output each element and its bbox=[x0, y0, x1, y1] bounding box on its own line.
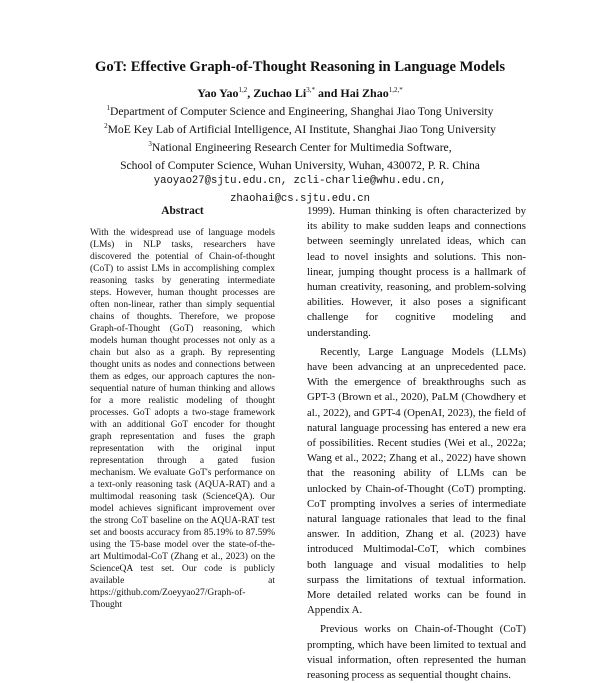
author-name: Hai Zhao bbox=[340, 86, 389, 100]
abstract-text: With the widespread use of language models (LMs) in NLP tasks, researchers have discovered the potential of Chain-of-thought (CoT) to assist LMs in accomplishing complex reasoning tasks by generating intermediate steps. However, human thought processes are often non-linear, rather than simply sequential chains of thoughts. Therefore, we propose Graph-of-Thought (GoT) reasoning, which models human thought processes not only as a chain but also as a graph. By representing thought units as nodes and connections between them as edges, our approach captures the non-sequential nature of human thinking and allows for a more realistic modeling of thought processes. GoT adopts a two-stage framework with an additional GoT encoder for thought graph representation and fuses the graph representation with the original input representation through a gated fusion mechanism. We evaluate GoT's performance on a text-only reasoning task (AQUA-RAT) and a multimodal reasoning task (ScienceQA). Our model achieves significant improvement over the strong CoT baseline on the AQUA-RAT test set and boosts accuracy from 85.19% to 87.59% using the T5-base model over the state-of-the-art Multimodal-CoT (Zhang et al., 2023) on the ScienceQA test set. Our code is publicly available at https://github.com/Zoeyyao27/Graph-of-Thought bbox=[90, 228, 275, 610]
abstract-column bbox=[90, 205, 275, 611]
author-affiliation-mark: 1,2,* bbox=[388, 86, 403, 94]
paper-title: GoT: Effective Graph-of-Thought Reasoning in Language Models bbox=[95, 59, 505, 75]
email-line[interactable]: zhaohai@cs.sjtu.edu.cn bbox=[230, 193, 370, 206]
paper-header bbox=[0, 58, 600, 208]
affiliation-mark: 1 bbox=[106, 104, 111, 112]
author-affiliation-mark: 1,2 bbox=[238, 86, 248, 94]
body-paragraph: Recently, Large Language Models (LLMs) have been advancing at an unprecedented pace. With the emergence of breakthroughs such as GPT-3 (Brown et al., 2020), PaLM (Chowdhery et al., 2022), and GPT-4 (OpenAI, 2023), the field of natural language processing has entered a new era of possibilities. Recent studies (Wei et al., 2022a; Wang et al., 2022; Zhang et al., 2022) have shown that the reasoning ability of LLMs can be unlocked by Chain-of-Thought (CoT) prompting. CoT prompting involves a series of intermediate natural language rationales that lead to the final answer. In addition, Zhang et al. (2023) have introduced Multimodal-CoT, which combines both language and visual modalities to help surpass the limitations of textual information. More detailed related works can be found in Appendix A. bbox=[307, 345, 526, 617]
affiliation-line bbox=[0, 155, 600, 173]
body-paragraph: Previous works on Chain-of-Thought (CoT) prompting, which have been limited to textual and visual information, often represented the human reasoning process as sequential thought chains. bbox=[307, 623, 526, 682]
author-name: Zuchao Li bbox=[253, 86, 307, 100]
affiliation-mark: 3 bbox=[148, 139, 152, 148]
author-list bbox=[0, 83, 600, 101]
affiliation-text: School of Computer Science, Wuhan University, Wuhan, 430072, P. R. China bbox=[120, 158, 480, 172]
body-column bbox=[307, 204, 526, 683]
email-line[interactable]: yaoyao27@sjtu.edu.cn, zcli-charlie@whu.edu.cn, bbox=[153, 175, 447, 188]
abstract-heading: Abstract bbox=[161, 205, 204, 217]
affiliation-text: National Engineering Research Center for Multimedia Software, bbox=[151, 140, 452, 154]
affiliation-text: Department of Computer Science and Engineering, Shanghai Jiao Tong University bbox=[110, 104, 494, 118]
affiliation-line bbox=[0, 119, 600, 137]
author-separator: and bbox=[315, 86, 341, 100]
author-name: Yao Yao bbox=[197, 86, 239, 100]
author-separator: , bbox=[247, 86, 254, 100]
body-paragraph: 1999). Human thinking is often characterized by its ability to make sudden leaps and connections between seemingly unrelated ideas, which can lead to novel insights and solutions. This non-linear, jumping thought process is a hallmark of human creativity, reasoning, and problem-solving abilities. However, it also poses a significant challenge for cognitive modeling and understanding. bbox=[307, 205, 526, 339]
affiliation-line bbox=[0, 137, 600, 155]
abstract-body bbox=[90, 227, 275, 611]
affiliation-line bbox=[0, 101, 600, 119]
author-affiliation-mark: 3,* bbox=[306, 86, 316, 94]
affiliation-text: MoE Key Lab of Artificial Intelligence, AI Institute, Shanghai Jiao Tong University bbox=[107, 122, 496, 136]
affiliation-mark: 2 bbox=[104, 121, 108, 130]
